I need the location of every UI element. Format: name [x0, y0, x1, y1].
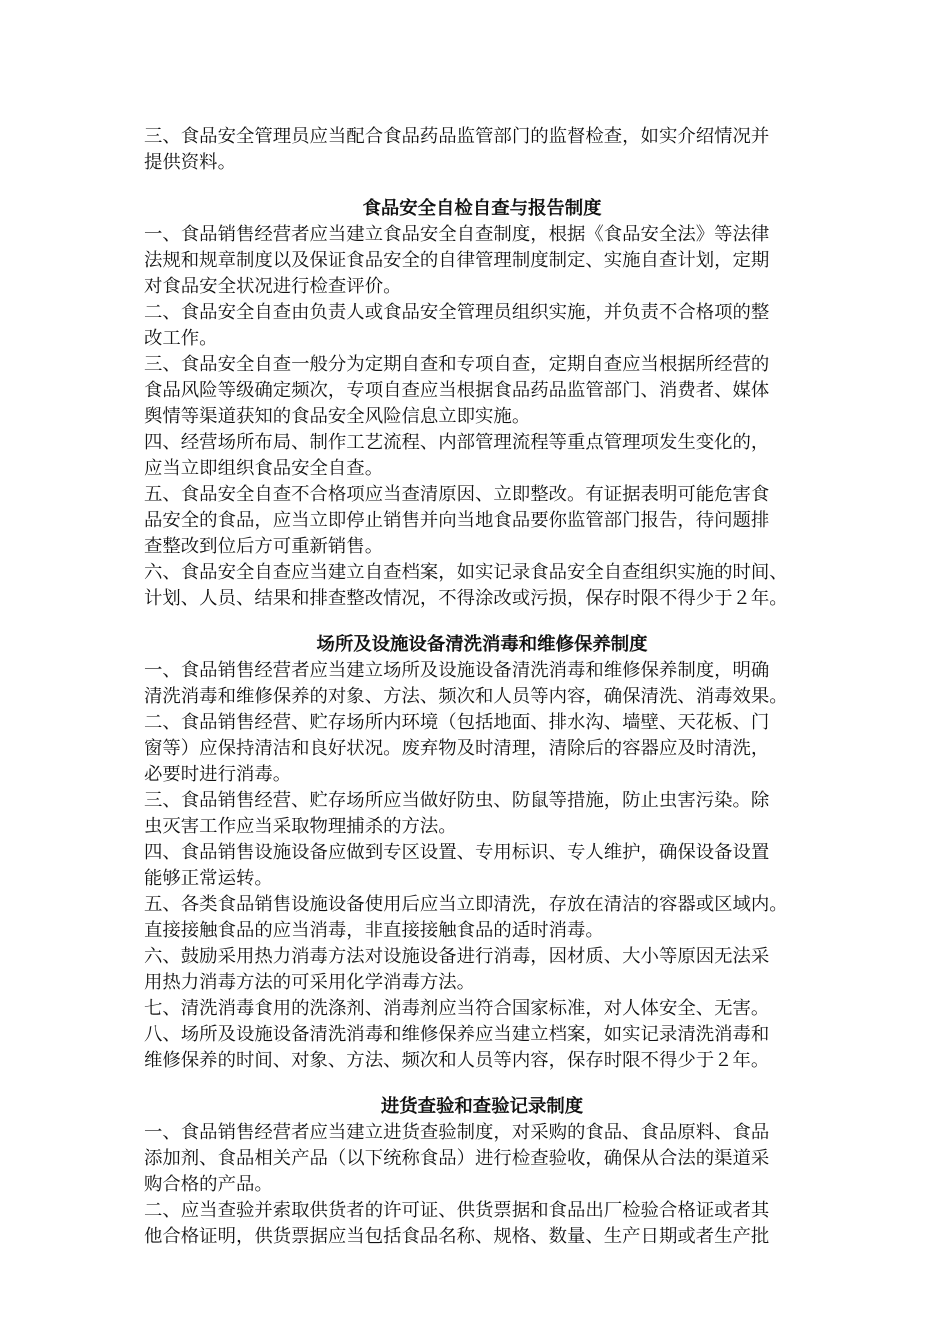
paragraph: 一、食品销售经营者应当建立食品安全自查制度，根据《食品安全法》等法律 法规和规章制度以及保证食品安全的自律管理制度制定、实施自查计划，定期 对食品安全状况进行检查评价。	[144, 224, 770, 297]
paragraph: 五、各类食品销售设施设备使用后应当立即清洗，存放在清洁的容器或区域内。 直接接触食品的应当消毒，非直接接触食品的适时消毒。	[144, 894, 788, 941]
section-cleaning-maintenance	[144, 632, 820, 1074]
paragraph: 五、食品安全自查不合格项应当查清原因、立即整改。有证据表明可能危害食 品安全的食品，应当立即停止销售并向当地食品要你监管部门报告，待问题排 查整改到位后方可重新销售。	[144, 484, 770, 557]
paragraph: 四、食品销售设施设备应做到专区设置、专用标识、专人维护，确保设备设置 能够正常运转。	[144, 842, 770, 889]
paragraph: 六、鼓励采用热力消毒方法对设施设备进行消毒，因材质、大小等原因无法采 用热力消毒方法的可采用化学消毒方法。	[144, 946, 770, 993]
paragraph: 三、食品销售经营、贮存场所应当做好防虫、防鼠等措施，防止虫害污染。除 虫灭害工作应当采取物理捕杀的方法。	[144, 790, 770, 837]
paragraph: 二、食品安全自查由负责人或食品安全管理员组织实施，并负责不合格项的整 改工作。	[144, 302, 770, 349]
paragraph: 八、场所及设施设备清洗消毒和维修保养应当建立档案，如实记录清洗消毒和 维修保养的时间、对象、方法、频次和人员等内容，保存时限不得少于２年。	[144, 1024, 770, 1071]
document-page	[144, 124, 820, 1250]
section-self-inspection	[144, 196, 820, 612]
section-title: 食品安全自检自查与报告制度	[362, 198, 602, 219]
paragraph: 四、经营场所布局、制作工艺流程、内部管理流程等重点管理项发生变化的， 应当立即组织食品安全自查。	[144, 432, 770, 479]
paragraph: 七、清洗消毒食用的洗涤剂、消毒剂应当符合国家标准，对人体安全、无害。	[144, 998, 770, 1019]
intro-paragraph: 三、食品安全管理员应当配合食品药品监管部门的监督检查，如实介绍情况并 提供资料。	[144, 126, 770, 173]
paragraph: 一、食品销售经营者应当建立场所及设施设备清洗消毒和维修保养制度，明确 清洗消毒和维修保养的对象、方法、频次和人员等内容，确保清洗、消毒效果。	[144, 660, 788, 707]
paragraph: 六、食品安全自查应当建立自查档案，如实记录食品安全自查组织实施的时间、 计划、人员、结果和排查整改情况，不得涂改或污损，保存时限不得少于２年。	[144, 562, 788, 609]
paragraph: 二、食品销售经营、贮存场所内环境（包括地面、排水沟、墙壁、天花板、门 窗等）应保持清洁和良好状况。废弃物及时清理，清除后的容器应及时清洗， 必要时进行消毒。	[144, 712, 770, 785]
section-title: 进货查验和查验记录制度	[380, 1096, 584, 1117]
section-title: 场所及设施设备清洗消毒和维修保养制度	[316, 634, 648, 655]
paragraph: 三、食品安全自查一般分为定期自查和专项自查，定期自查应当根据所经营的 食品风险等级确定频次，专项自查应当根据食品药品监管部门、消费者、媒体 舆情等渠道获知的食品安全风险信息立即实施。	[144, 354, 770, 427]
paragraph: 一、食品销售经营者应当建立进货查验制度，对采购的食品、食品原料、食品 添加剂、食品相关产品（以下统称食品）进行检查验收，确保从合法的渠道采 购合格的产品。	[144, 1122, 770, 1195]
section-purchase-inspection	[144, 1094, 820, 1250]
paragraph: 二、应当查验并索取供货者的许可证、供货票据和食品出厂检验合格证或者其 他合格证明，供货票据应当包括食品名称、规格、数量、生产日期或者生产批	[144, 1200, 770, 1247]
